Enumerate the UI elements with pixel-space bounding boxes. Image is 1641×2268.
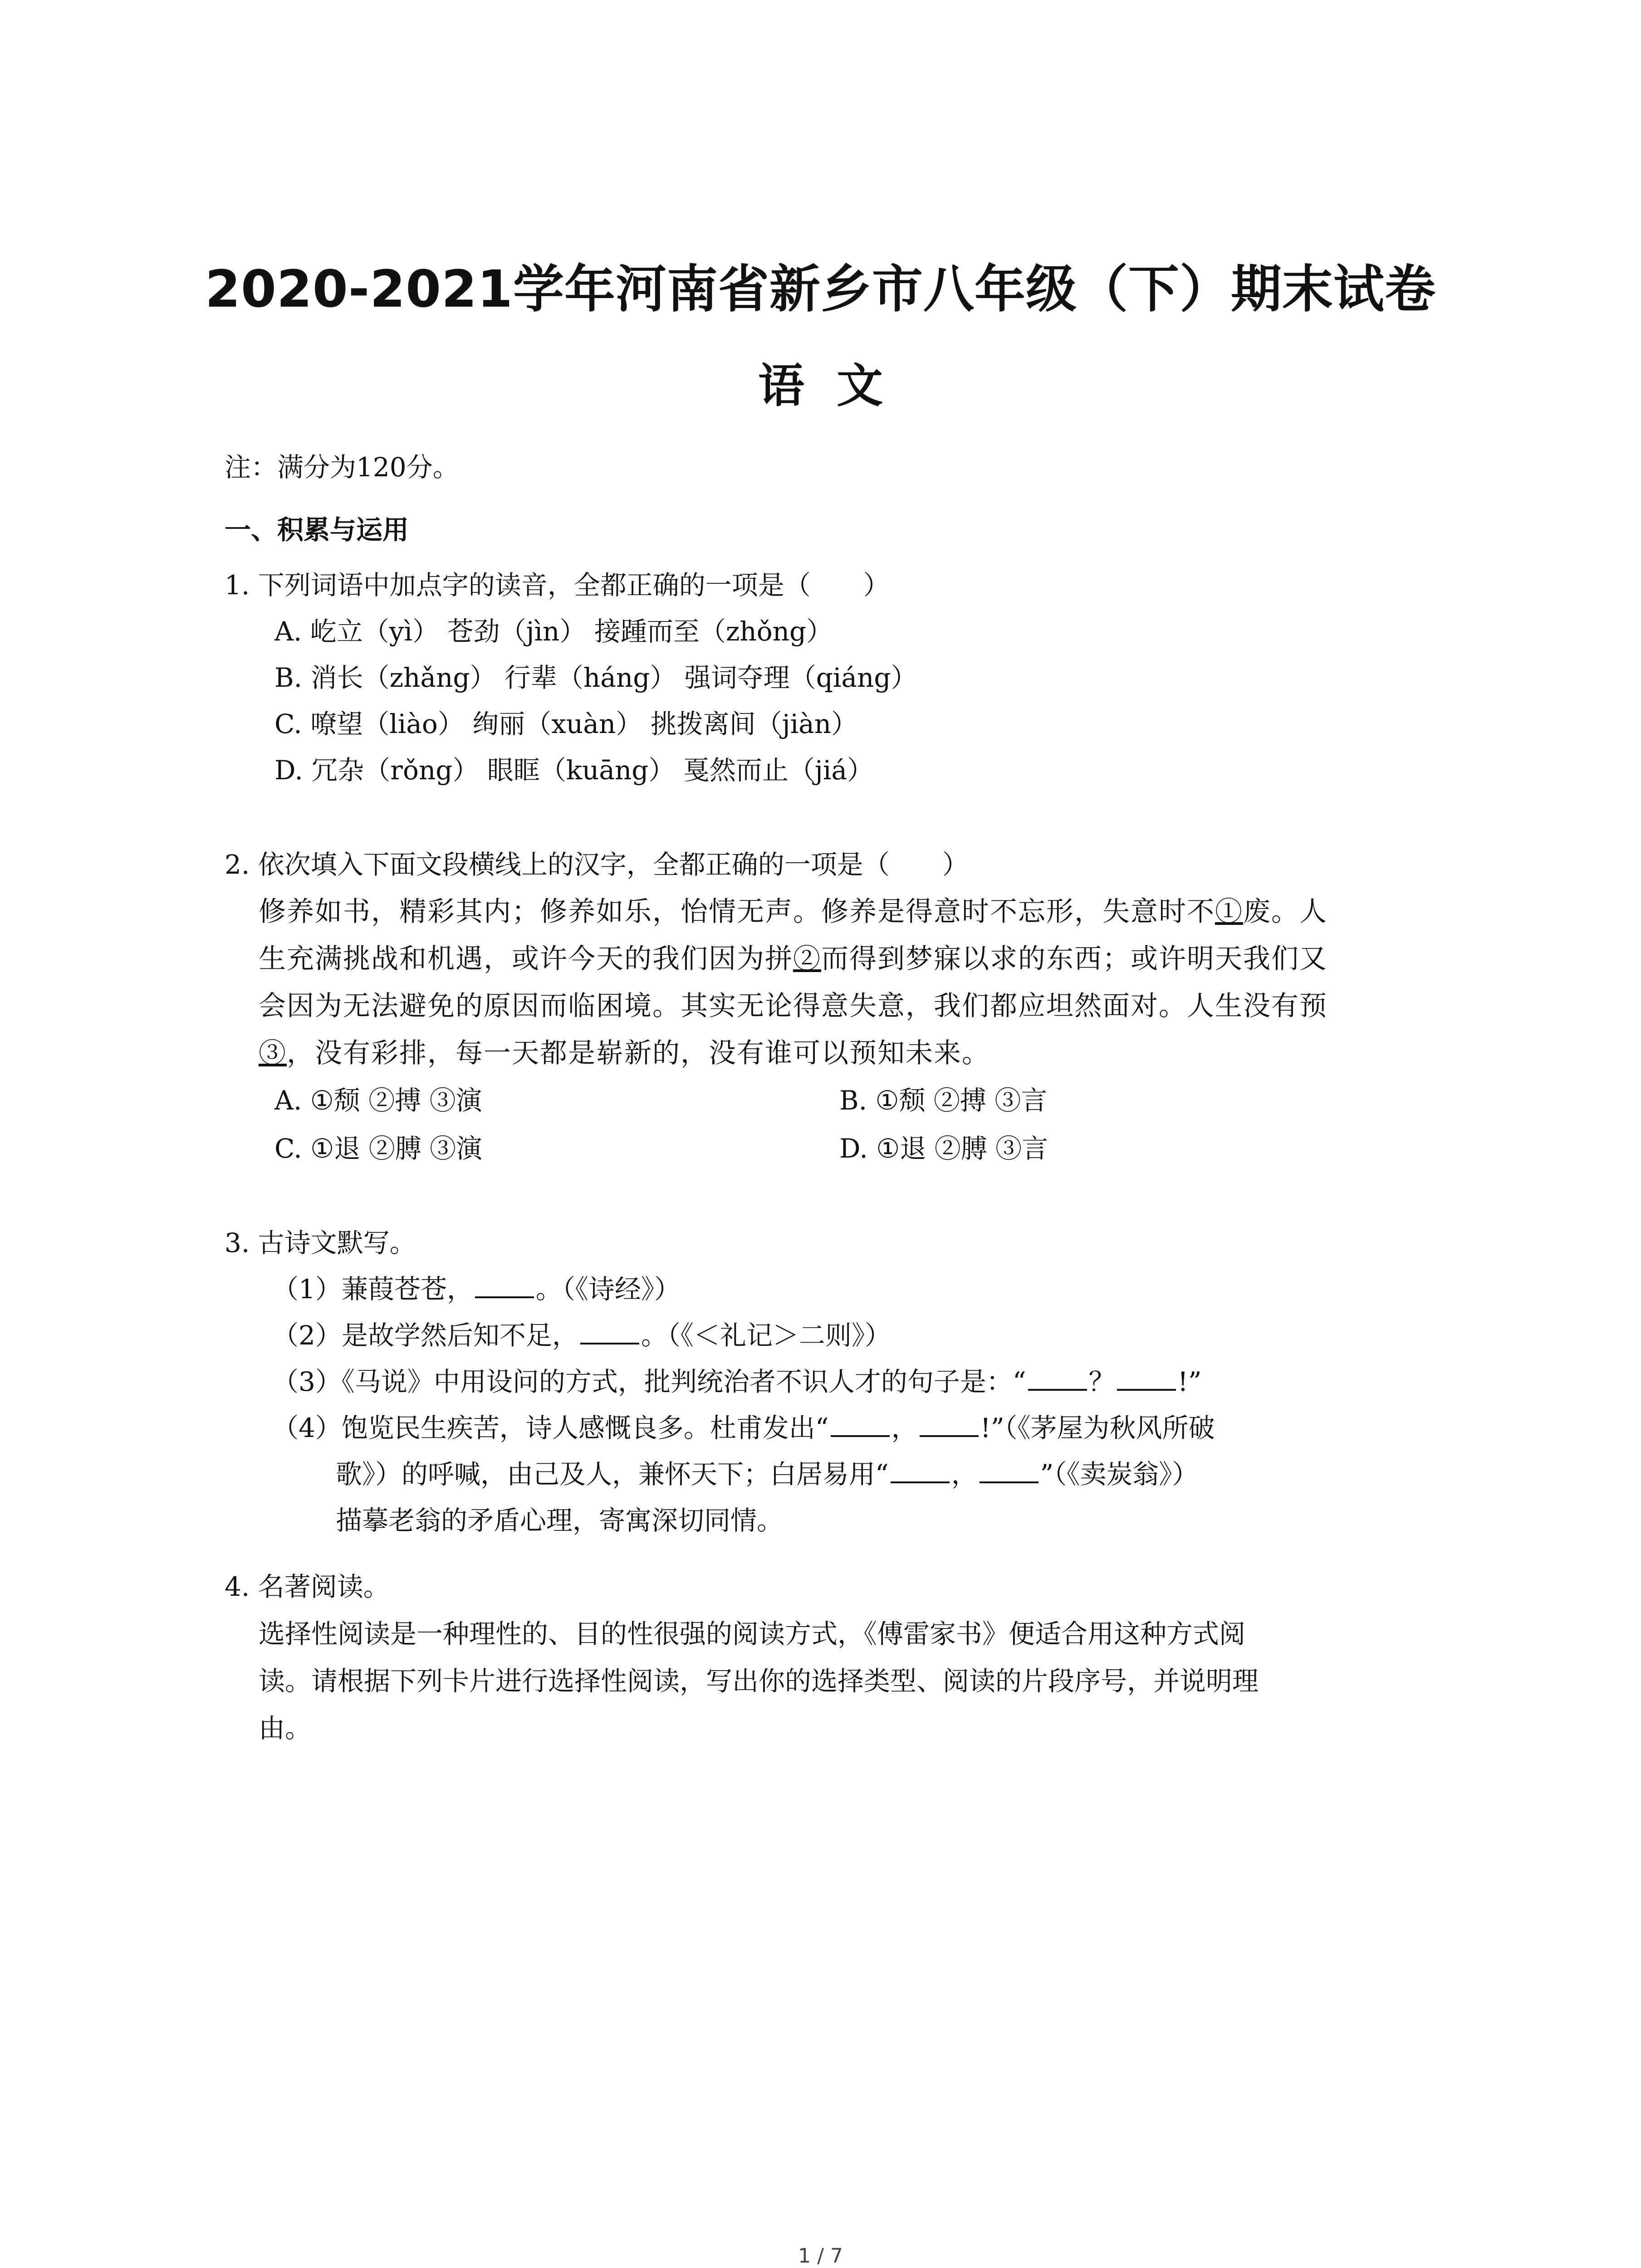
- answer-blank: [831, 1412, 890, 1437]
- item-text: 歌》）的呼喊，由己及人，兼怀天下；白居易用“: [336, 1459, 889, 1490]
- question-1-stem: 1. 下列词语中加点字的读音，全都正确的一项是（ ）: [225, 570, 890, 601]
- question-2-passage-line-3: 会因为无法避免的原因而临困境。其实无论得意失意，我们都应坦然面对。人生没有预: [259, 990, 1327, 1022]
- page-number: 1 / 7: [798, 2244, 843, 2268]
- question-2-option-a: A. ①颓 ②搏 ③演: [274, 1085, 482, 1116]
- question-2-passage-line-1: [259, 888, 1327, 935]
- question-4-text-line-1: 选择性阅读是一种理性的、目的性很强的阅读方式，《傅雷家书》便适合用这种方式阅: [259, 1618, 1246, 1649]
- answer-blank: [920, 1412, 979, 1437]
- answer-blank: [475, 1273, 534, 1298]
- question-2-option-b: B. ①颓 ②搏 ③言: [839, 1085, 1048, 1116]
- question-2-stem: 2. 依次填入下面文段横线上的汉字，全都正确的一项是（ ）: [225, 849, 969, 880]
- question-4-text-line-3: 由。: [259, 1713, 312, 1744]
- question-1-option-a: A. 屹立（yì） 苍劲（jìn） 接踵而至（zhǒng）: [274, 616, 833, 647]
- item-text: ”（《卖炭翁》）: [1040, 1459, 1199, 1490]
- subject-title: 语 文: [758, 359, 883, 413]
- passage-text: 而得到梦寐以求的东西；或许明天我们又: [821, 943, 1327, 975]
- question-1-option-b: B. 消长（zhǎng） 行辈（háng） 强词夺理（qiáng）: [274, 662, 917, 693]
- question-3-item-4-line-3: 描摹老翁的矛盾心理，寄寓深切同情。: [336, 1505, 784, 1536]
- item-text: ，: [891, 1413, 918, 1443]
- item-text: （3）《马说》中用设问的方式，批判统治者不识人才的句子是：“: [272, 1366, 1026, 1397]
- item-text: !”: [1177, 1366, 1202, 1397]
- question-2-option-c: C. ①退 ②膊 ③演: [274, 1133, 483, 1164]
- blank-marker-2: ②: [793, 943, 821, 975]
- question-1-option-d: D. 冗杂（rǒng） 眼眶（kuāng） 戛然而止（jiá）: [274, 755, 873, 786]
- item-text: 。（《诗经》）: [535, 1274, 681, 1305]
- section-heading: 一、积累与运用: [225, 514, 409, 545]
- question-3-item-4-line-2: [336, 1456, 1198, 1492]
- exam-title: 2020-2021学年河南省新乡市八年级（下）期末试卷: [205, 260, 1436, 319]
- passage-text: ，没有彩排，每一天都是崭新的，没有谁可以预知未来。: [287, 1037, 990, 1069]
- answer-blank: [1028, 1365, 1087, 1391]
- passage-text: 废。人: [1243, 896, 1327, 928]
- score-note: 注：满分为120分。: [225, 452, 459, 483]
- question-4-text-line-2: 读。请根据下列卡片进行选择性阅读，写出你的选择类型、阅读的片段序号，并说明理: [259, 1666, 1259, 1696]
- question-1-option-c: C. 嘹望（liào） 绚丽（xuàn） 挑拨离间（jiàn）: [274, 709, 858, 739]
- item-text: （4）饱览民生疾苦，诗人感慨良多。杜甫发出“: [272, 1413, 829, 1443]
- passage-text: 生充满挑战和机遇，或许今天的我们因为拼: [259, 943, 793, 975]
- question-2-option-d: D. ①退 ②膊 ③言: [839, 1133, 1048, 1164]
- question-2-passage-line-2: [259, 935, 1327, 982]
- item-text: ，: [951, 1459, 978, 1490]
- passage-text: 修养如书，精彩其内；修养如乐，怡情无声。修养是得意时不忘形，失意时不: [259, 896, 1215, 928]
- question-2-passage-line-4: [259, 1030, 990, 1077]
- answer-blank: [980, 1458, 1038, 1483]
- question-3-stem: 3. 古诗文默写。: [225, 1227, 416, 1258]
- item-text: 。（《＜礼记＞二则》）: [641, 1320, 891, 1351]
- answer-blank: [891, 1458, 950, 1483]
- item-text: ？: [1088, 1366, 1115, 1397]
- answer-blank: [1117, 1365, 1176, 1391]
- question-4-stem: 4. 名著阅读。: [225, 1571, 390, 1602]
- question-3-item-3: [272, 1364, 1202, 1400]
- item-text: （1）蒹葭苍苍，: [272, 1274, 473, 1305]
- question-3-item-1: [272, 1271, 681, 1307]
- item-text: （2）是故学然后知不足，: [272, 1320, 578, 1351]
- question-3-item-4: [272, 1410, 1215, 1446]
- blank-marker-1: ①: [1215, 896, 1243, 928]
- blank-marker-3: ③: [259, 1037, 287, 1069]
- question-3-item-2: [272, 1317, 891, 1354]
- answer-blank: [580, 1319, 639, 1344]
- item-text: !”（《茅屋为秋风所破: [980, 1413, 1215, 1443]
